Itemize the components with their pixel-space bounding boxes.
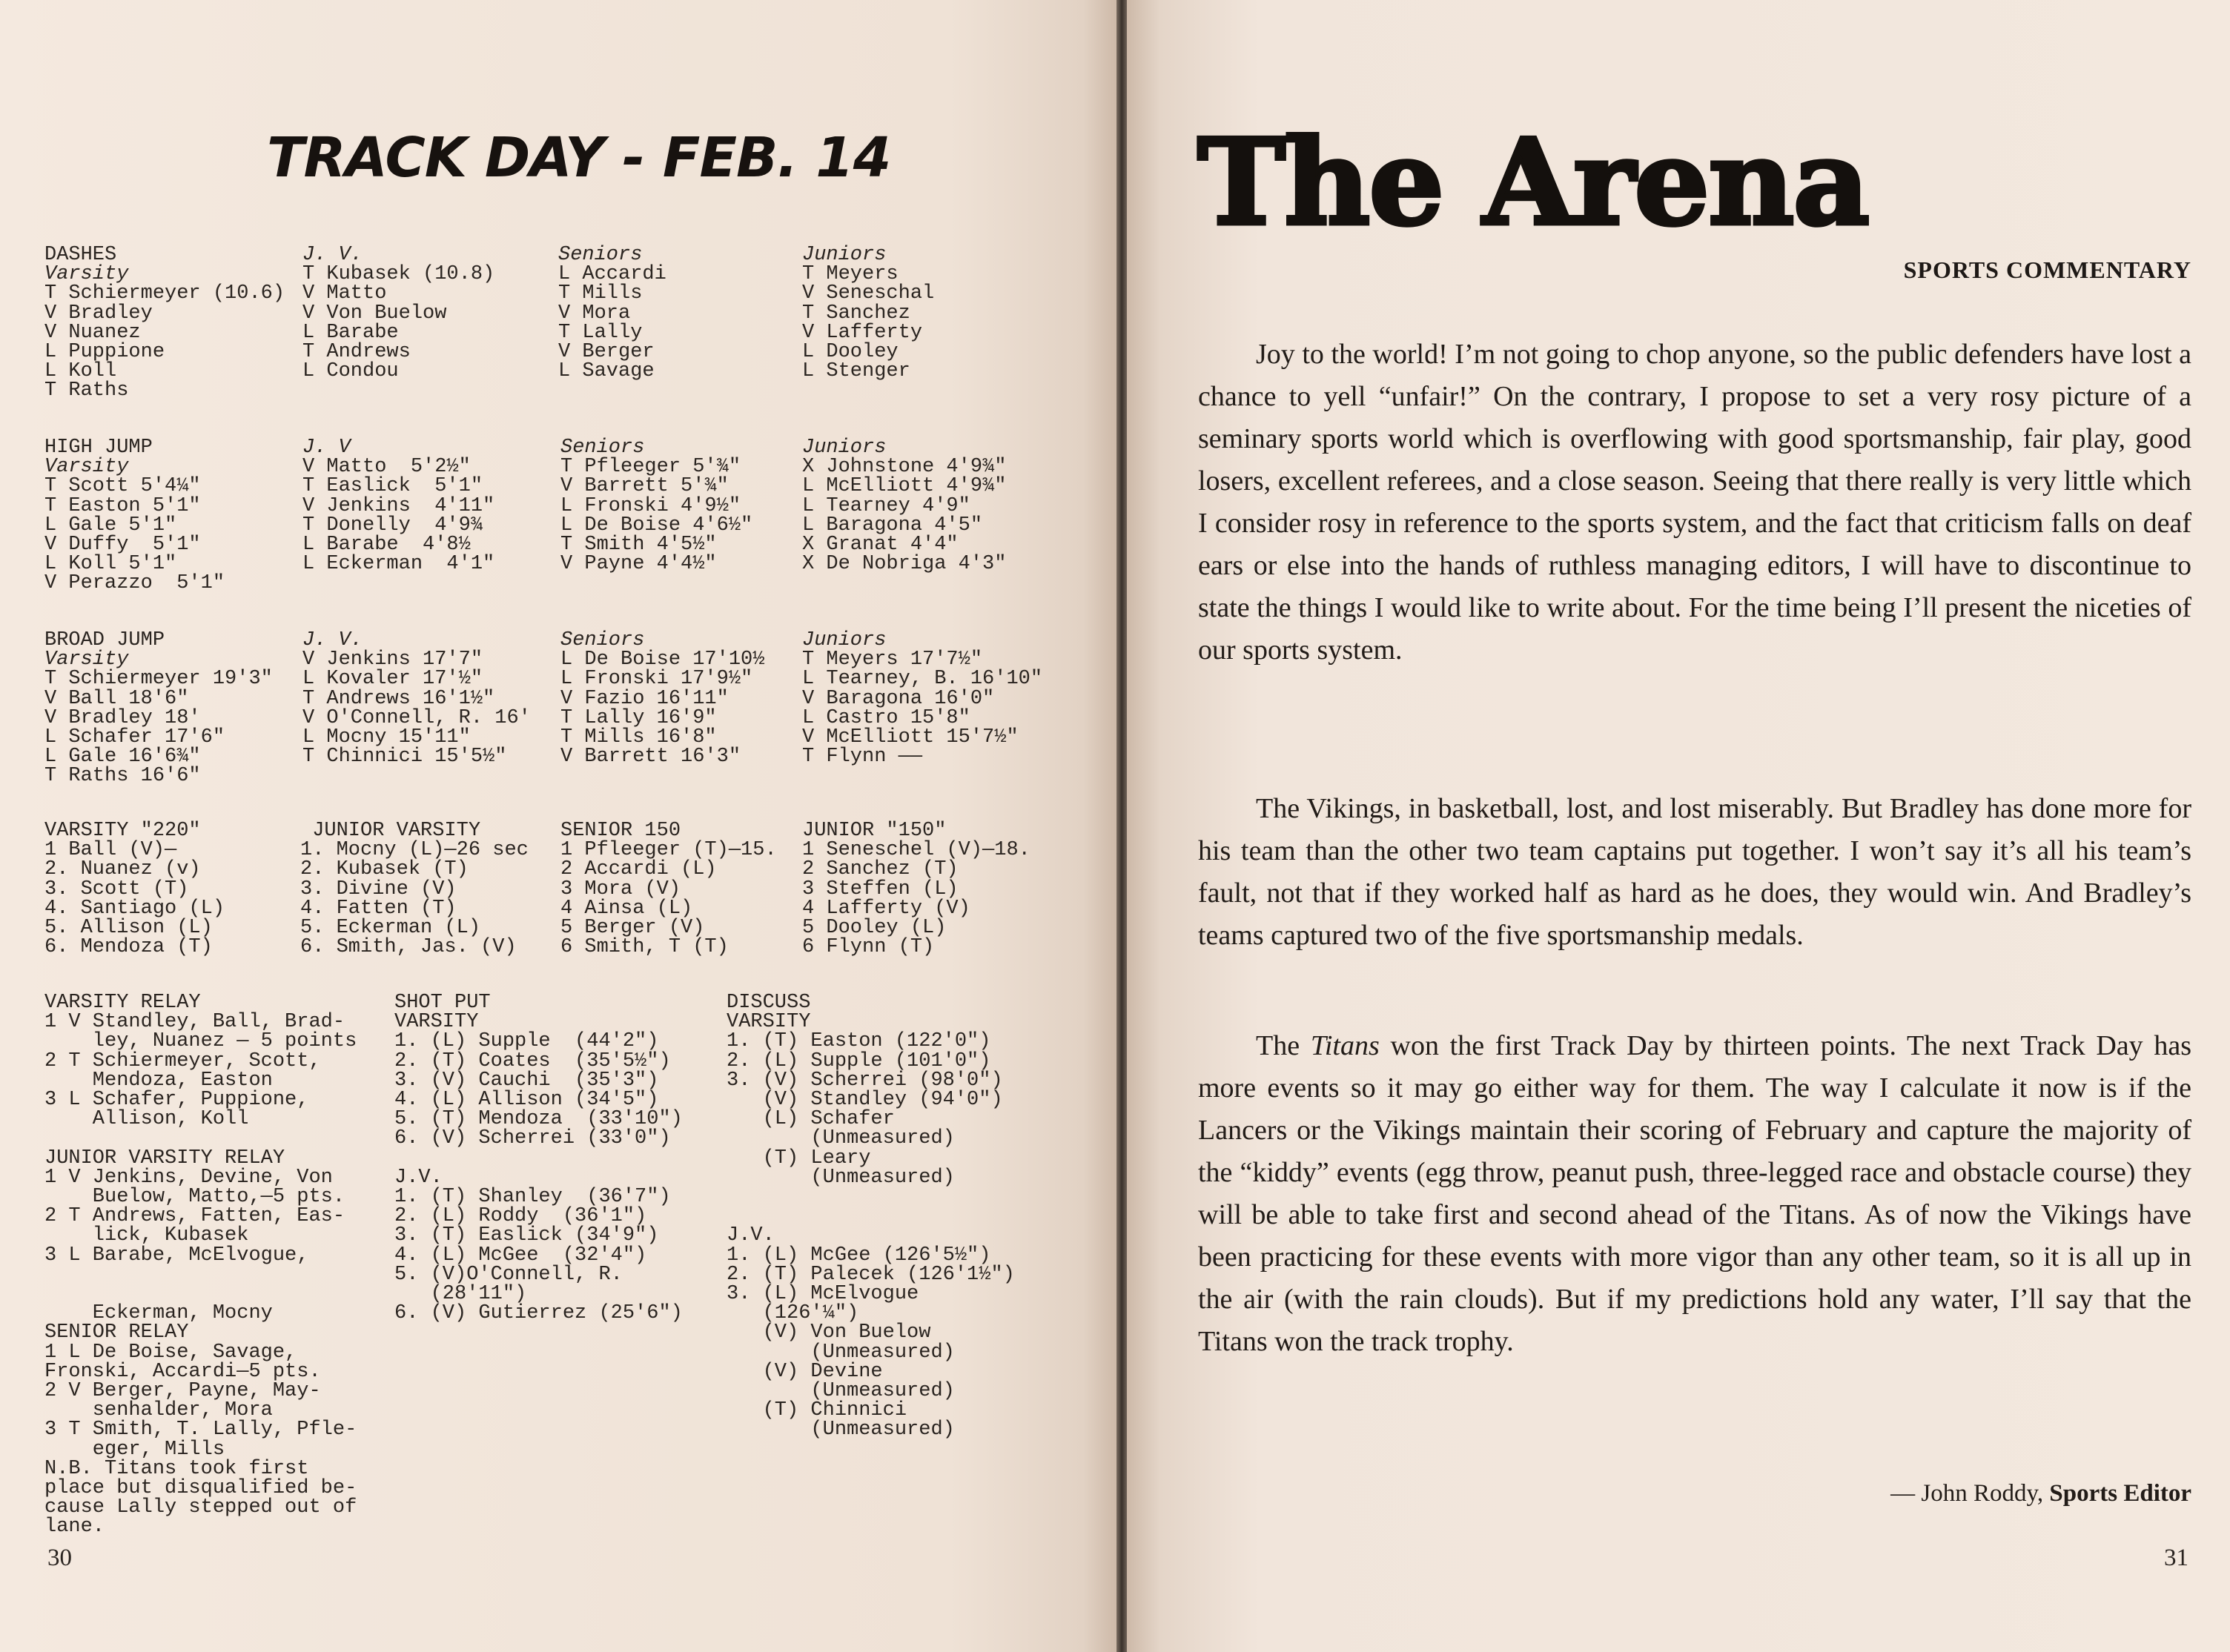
results-line: Mendoza, Easton xyxy=(44,1069,273,1092)
results-line: 4 Lafferty (V) xyxy=(802,897,970,920)
dashes-juniors xyxy=(802,245,934,381)
results-line: 1. (T) Easton (122'0") xyxy=(727,1030,991,1053)
high-jump-jv xyxy=(302,438,494,574)
broad-jump-jv xyxy=(302,629,531,769)
results-line: T Raths xyxy=(44,379,129,402)
results-line: L De Boise 4'6½" xyxy=(560,514,753,537)
results-line: L Dooley xyxy=(802,341,899,364)
results-line: (Unmeasured) xyxy=(727,1419,955,1442)
results-line: 1 V Standley, Ball, Brad- xyxy=(44,1011,345,1034)
results-line: L Barabe 4'8½ xyxy=(302,534,471,557)
commentary-paragraph-2: The Vikings, in basketball, lost, and lost miserably. But Bradley has done more for his team than the other two team captains put together. I won’t say it’s all his team’s fault, not that if they worked half as hard as he does, they would win. And Bradley’s teams captured two of the five sportsmanship medals. xyxy=(1198,793,2191,951)
results-line: 3. Divine (V) xyxy=(300,878,457,900)
results-line: J. V. xyxy=(302,629,363,651)
results-line: (V) Devine xyxy=(727,1360,883,1383)
results-line: VARSITY xyxy=(727,1011,811,1034)
results-line: L Kovaler 17'½" xyxy=(302,668,483,691)
results-line: 5. (T) Mendoza (33'10") xyxy=(394,1108,683,1131)
results-line: 1 Pfleeger (T)—15. xyxy=(560,839,777,862)
results-line: L Tearney 4'9" xyxy=(802,494,970,517)
sports-commentary-subhead: SPORTS COMMENTARY xyxy=(1903,256,2191,283)
right-page xyxy=(1127,0,2230,1652)
results-line: V Seneschal xyxy=(802,282,935,305)
results-line: L Gale 5'1" xyxy=(44,514,177,537)
results-line: T Lally 16'9" xyxy=(560,706,717,729)
results-line: (Unmeasured) xyxy=(727,1166,955,1189)
results-line: V Payne 4'4½" xyxy=(560,553,717,576)
results-line: 6. Smith, Jas. (V) xyxy=(300,936,517,959)
results-line: 2. (T) Palecek (126'1½") xyxy=(727,1263,1015,1286)
results-line: 2. (T) Coates (35'5½") xyxy=(394,1049,671,1072)
results-line: 3. (V) Cauchi (35'3") xyxy=(394,1069,659,1092)
results-line: J. V xyxy=(302,437,351,459)
results-line: VARSITY xyxy=(394,1011,479,1034)
results-line: (Unmeasured) xyxy=(727,1380,955,1403)
results-line: eger, Mills xyxy=(44,1438,225,1461)
dashes-seniors xyxy=(558,245,666,381)
results-line: SENIOR RELAY xyxy=(44,1321,189,1344)
results-line: L Koll xyxy=(44,360,117,383)
results-line: T Meyers 17'7½" xyxy=(802,648,983,671)
results-line: L Eckerman 4'1" xyxy=(302,553,495,576)
results-line: T Raths 16'6" xyxy=(44,765,201,788)
results-line: cause Lally stepped out of xyxy=(44,1496,357,1519)
varsity-220-results xyxy=(44,821,225,957)
results-line: J. V. xyxy=(302,244,363,266)
results-line xyxy=(727,1187,1015,1207)
results-line: (T) Chinnici xyxy=(727,1399,907,1422)
commentary-paragraph-3 xyxy=(1198,1025,2191,1363)
results-line: T Chinnici 15'5½" xyxy=(302,746,507,769)
results-line: J.V. xyxy=(727,1224,775,1247)
results-line: T Meyers xyxy=(802,263,899,286)
results-line: VARSITY RELAY xyxy=(44,992,201,1014)
results-line: T Kubasek (10.8) xyxy=(302,263,495,286)
results-line: X Granat 4'4" xyxy=(802,534,959,557)
results-line: L Mocny 15'11" xyxy=(302,726,471,749)
results-line: V Baragona 16'0" xyxy=(802,687,995,710)
results-line: L Castro 15'8" xyxy=(802,706,970,729)
results-line: 3. (T) Easlick (34'9") xyxy=(394,1224,659,1247)
results-line: place but disqualified be- xyxy=(44,1477,357,1500)
results-line: DISCUSS xyxy=(727,992,811,1014)
results-line: 2. Nuanez (v) xyxy=(44,858,201,881)
results-line: JUNIOR VARSITY xyxy=(300,820,481,842)
results-line: V Bradley xyxy=(44,302,153,325)
results-line: (V) Standley (94'0") xyxy=(727,1089,1003,1112)
results-line: Juniors xyxy=(802,244,887,266)
results-line: L Savage xyxy=(558,360,655,383)
results-line: VARSITY "220" xyxy=(44,820,201,842)
results-line: 1. Mocny (L)—26 sec xyxy=(300,839,529,862)
results-line: L Gale 16'6¾" xyxy=(44,746,201,769)
results-line: 2. (L) Supple (101'0") xyxy=(727,1049,991,1072)
broad-jump-seniors xyxy=(560,629,765,769)
commentary-paragraph-1: Joy to the world! I’m not going to chop anyone, so the public defenders have lost a chance to yell “unfair!” On the contrary, I propose to set a very rosy picture of a seminary sports world which is overflowing with good sportsmanship, fair play, good losers, excellent referees, and a close season. Seeing that there really is very little which I consider rosy in reference to the sports system, and the fact that criticism falls on deaf ears or else into the hands of ruthless managing editors, I will have to discontinue to state the things I would like to write about. For the time being I’ll present the niceties of our sports system. xyxy=(1198,339,2191,666)
results-line: T Pfleeger 5'¾" xyxy=(560,456,741,479)
results-line: 5. Allison (L) xyxy=(44,917,213,940)
results-line xyxy=(44,1284,357,1304)
high-jump-juniors xyxy=(802,438,1006,574)
senior-150-results xyxy=(560,821,777,957)
results-line: 3 T Smith, T. Lally, Pfle- xyxy=(44,1419,357,1442)
results-line: L McElliott 4'9¾" xyxy=(802,475,1007,498)
results-line: JUNIOR "150" xyxy=(802,820,947,842)
results-line: T Schiermeyer (10.6) xyxy=(44,282,285,305)
results-line: 5 Berger (V) xyxy=(560,917,705,940)
results-line: 1. (L) McGee (126'5½") xyxy=(727,1244,991,1267)
results-line: senhalder, Mora xyxy=(44,1399,273,1422)
results-line: (L) Schafer xyxy=(727,1108,895,1131)
results-line: T Sanchez xyxy=(802,302,910,325)
results-line: L Puppione xyxy=(44,341,165,364)
results-line: (Unmeasured) xyxy=(727,1341,955,1364)
results-line: 5. Eckerman (L) xyxy=(300,917,481,940)
results-line: L Fronski 4'9½" xyxy=(560,494,741,517)
results-line: Seniors xyxy=(560,629,645,651)
results-line: 4 Ainsa (L) xyxy=(560,897,693,920)
results-line: L Barabe xyxy=(302,321,399,344)
results-line: Fronski, Accardi—5 pts. xyxy=(44,1360,321,1383)
results-line xyxy=(44,1265,357,1284)
results-line: T Smith 4'5½" xyxy=(560,534,717,557)
results-line: 4. Santiago (L) xyxy=(44,897,225,920)
results-line: (T) Leary xyxy=(727,1147,871,1170)
results-line: V Barrett 16'3" xyxy=(560,746,741,769)
results-line: L Baragona 4'5" xyxy=(802,514,983,537)
results-line: T Mills xyxy=(558,282,643,305)
results-line: L Tearney, B. 16'10" xyxy=(802,668,1043,691)
results-line: 2. (L) Roddy (36'1") xyxy=(394,1205,647,1228)
paragraph-3-body: won the first Track Day by thirteen points. The next Track Day has more events so it may go either way for them. The way I calculate it now is if the Lancers or the Vikings maintain their scoring of February and capture the majority of the “kiddy” events (egg throw, peanut push, three-legged race and obstacle course) they will be able to take first and second ahead of the Titans. As of now the Vikings have been practicing for these events with more vigor than any other team, so it is all up in the air (with the rain clouds). But if my predictions hold any water, I’ll say that the Titans won the track trophy. xyxy=(1198,1030,2192,1357)
results-line: T Flynn —— xyxy=(802,746,923,769)
results-line: 3 Steffen (L) xyxy=(802,878,959,900)
results-line: L Koll 5'1" xyxy=(44,553,177,576)
results-line: SHOT PUT xyxy=(394,992,491,1014)
results-line: DASHES xyxy=(44,244,117,266)
results-line: X De Nobriga 4'3" xyxy=(802,553,1007,576)
results-line: V Jenkins 4'11" xyxy=(302,494,495,517)
results-line: T Andrews 16'1½" xyxy=(302,687,495,710)
results-line: 2. Kubasek (T) xyxy=(300,858,469,881)
results-line: Varsity xyxy=(44,456,129,479)
high-jump-varsity xyxy=(44,438,225,594)
results-line: Varsity xyxy=(44,648,129,671)
results-line: 6 Smith, T (T) xyxy=(560,936,729,959)
results-line: T Easton 5'1" xyxy=(44,494,201,517)
results-line: Juniors xyxy=(802,437,887,459)
book-spine xyxy=(1116,0,1127,1652)
results-line: V Duffy 5'1" xyxy=(44,534,201,557)
results-line: V Berger xyxy=(558,341,655,364)
results-line: L Condou xyxy=(302,360,399,383)
results-line: 6. (V) Gutierrez (25'6") xyxy=(394,1302,683,1325)
results-line: (126'¼") xyxy=(727,1302,859,1325)
results-line: Eckerman, Mocny xyxy=(44,1302,273,1325)
results-line: 3. Scott (T) xyxy=(44,878,189,900)
byline-author: — John Roddy, xyxy=(1890,1480,2050,1507)
results-line: Juniors xyxy=(802,629,887,651)
results-line: V Ball 18'6" xyxy=(44,687,189,710)
results-line: 2 T Andrews, Fatten, Eas- xyxy=(44,1205,345,1228)
paragraph-3-lead: The xyxy=(1256,1030,1311,1061)
results-line: 2 Accardi (L) xyxy=(560,858,717,881)
results-line: BROAD JUMP xyxy=(44,629,165,651)
results-line: 1 V Jenkins, Devine, Von xyxy=(44,1166,333,1189)
results-line: V Lafferty xyxy=(802,321,923,344)
results-line: T Scott 5'4¼" xyxy=(44,475,201,498)
results-line: 3 L Barabe, McElvogue, xyxy=(44,1244,309,1267)
results-line: V O'Connell, R. 16' xyxy=(302,706,531,729)
results-line xyxy=(727,1207,1015,1226)
shot-put-results xyxy=(394,993,683,1323)
dashes-jv xyxy=(302,245,494,381)
results-line: 3 L Schafer, Puppione, xyxy=(44,1089,309,1112)
results-line: 4. (L) Allison (34'5") xyxy=(394,1089,659,1112)
results-line: V Nuanez xyxy=(44,321,141,344)
results-line: V Matto 5'2½" xyxy=(302,456,471,479)
results-line: 5 Dooley (L) xyxy=(802,917,947,940)
results-line: V Jenkins 17'7" xyxy=(302,648,483,671)
results-line: (Unmeasured) xyxy=(727,1127,955,1150)
results-line: T Easlick 5'1" xyxy=(302,475,483,498)
results-line: V Bradley 18' xyxy=(44,706,201,729)
results-line: lick, Kubasek xyxy=(44,1224,249,1247)
results-line: X Johnstone 4'9¾" xyxy=(802,456,1007,479)
broad-jump-juniors xyxy=(802,629,1043,769)
results-line: V McElliott 15'7½" xyxy=(802,726,1019,749)
track-day-title: TRACK DAY - FEB. 14 xyxy=(267,126,891,190)
results-line: 6. Mendoza (T) xyxy=(44,936,213,959)
results-line: 2 T Schiermeyer, Scott, xyxy=(44,1049,321,1072)
results-line: 2 V Berger, Payne, May- xyxy=(44,1380,321,1403)
results-line: 5. (V)O'Connell, R. xyxy=(394,1263,623,1286)
results-line: N.B. Titans took first xyxy=(44,1457,309,1480)
results-line: J.V. xyxy=(394,1166,443,1189)
results-line: 1. (T) Shanley (36'7") xyxy=(394,1186,671,1209)
results-line: 4. Fatten (T) xyxy=(300,897,457,920)
results-line: V Perazzo 5'1" xyxy=(44,572,225,595)
junior-150-results xyxy=(802,821,1030,957)
results-line: V Mora xyxy=(558,302,631,325)
results-line: 3. (L) McElvogue xyxy=(727,1283,919,1306)
results-line: L Accardi xyxy=(558,263,666,286)
results-line: lane. xyxy=(44,1516,105,1539)
jv-race-results xyxy=(300,821,529,957)
results-line: 6. (V) Scherrei (33'0") xyxy=(394,1127,671,1150)
results-line: 1 Seneschel (V)—18. xyxy=(802,839,1030,862)
results-line: V Von Buelow xyxy=(302,302,447,325)
results-line: T Schiermeyer 19'3" xyxy=(44,668,273,691)
results-line: 1 Ball (V)— xyxy=(44,839,177,862)
dashes-varsity xyxy=(44,245,285,401)
results-line: L Stenger xyxy=(802,360,910,383)
results-line: (V) Von Buelow xyxy=(727,1321,931,1344)
results-line: L De Boise 17'10½ xyxy=(560,648,765,671)
results-line: L Fronski 17'9½" xyxy=(560,668,753,691)
results-line: 3. (V) Scherrei (98'0") xyxy=(727,1069,1003,1092)
page-number-left: 30 xyxy=(47,1545,72,1571)
results-line: 1. (L) Supple (44'2") xyxy=(394,1030,659,1053)
results-line: (28'11") xyxy=(394,1283,527,1306)
results-line: 3 Mora (V) xyxy=(560,878,681,900)
relay-results xyxy=(44,993,357,1537)
results-line: V Fazio 16'11" xyxy=(560,687,729,710)
high-jump-seniors xyxy=(560,438,752,574)
results-line: ley, Nuanez — 5 points xyxy=(44,1030,357,1053)
byline-role: Sports Editor xyxy=(2049,1480,2191,1507)
results-line: T Donelly 4'9¾ xyxy=(302,514,483,537)
results-line: T Andrews xyxy=(302,341,411,364)
results-line: Seniors xyxy=(560,437,645,459)
results-line: L Schafer 17'6" xyxy=(44,726,225,749)
broad-jump-varsity xyxy=(44,631,273,786)
arena-title: The Arena xyxy=(1197,113,1869,252)
results-line: 2 Sanchez (T) xyxy=(802,858,959,881)
results-line: Seniors xyxy=(558,244,643,266)
results-line: JUNIOR VARSITY RELAY xyxy=(44,1147,285,1170)
results-line: 6 Flynn (T) xyxy=(802,936,935,959)
results-line: Buelow, Matto,—5 pts. xyxy=(44,1186,345,1209)
results-line: SENIOR 150 xyxy=(560,820,681,842)
results-line: V Barrett 5'¾" xyxy=(560,475,729,498)
results-line: Varsity xyxy=(44,263,129,286)
results-line: V Matto xyxy=(302,282,387,305)
results-line: T Lally xyxy=(558,321,643,344)
results-line: 4. (L) McGee (32'4") xyxy=(394,1244,647,1267)
titans-italic: Titans xyxy=(1310,1030,1380,1061)
results-line xyxy=(394,1149,683,1168)
results-line: T Mills 16'8" xyxy=(560,726,717,749)
results-line: HIGH JUMP xyxy=(44,437,153,459)
discuss-results xyxy=(727,993,1015,1440)
results-line xyxy=(44,1129,357,1148)
results-line: Allison, Koll xyxy=(44,1108,249,1131)
page-number-right: 31 xyxy=(2164,1545,2188,1571)
byline xyxy=(1890,1480,2191,1507)
results-line: 1 L De Boise, Savage, xyxy=(44,1341,297,1364)
